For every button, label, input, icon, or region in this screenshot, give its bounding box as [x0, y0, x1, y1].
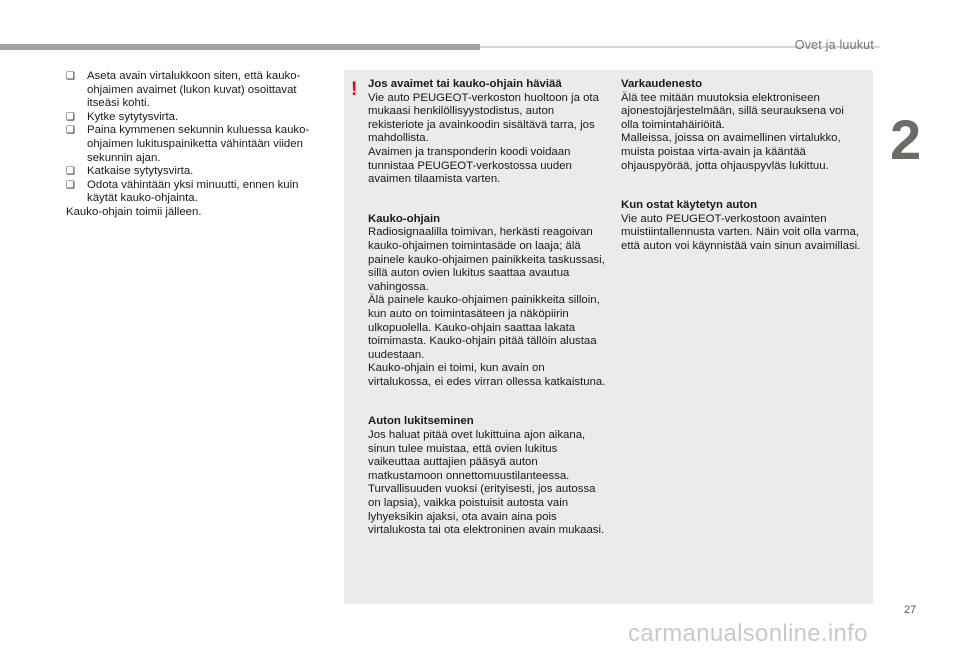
- step-item: [66, 70, 331, 111]
- info-block-body: Jos haluat pitää ovet lukittuina ajon aikana, sinun tulee muistaa, että ovien lukitus vaikeuttaa auttajien pääsyä auton matkustamoon onnettomuustilanteessa. Turvallisuuden vuoksi (erityisesti, jos autossa on lapsia), vaikka poistuisit autosta vain lyhyeksikin ajaksi, ota avain aina pois virtalukosta tai ota elektroninen avain mukaasi.: [368, 429, 605, 537]
- closing-text: Kauko-ohjain toimii jälleen.: [66, 205, 202, 218]
- step-text: Odota vähintään yksi minuutti, ennen kuin käytät kauko-ohjainta.: [87, 178, 299, 205]
- watermark: carmanualsonline.info: [628, 620, 868, 647]
- info-block-title: Kauko-ohjain: [368, 212, 441, 225]
- procedure-steps: [66, 70, 331, 220]
- info-block-title: Varkaudenesto: [621, 78, 703, 90]
- step-text: Katkaise sytytysvirta.: [87, 165, 194, 178]
- header-bar: [0, 44, 480, 50]
- exclamation-icon: !: [351, 79, 358, 100]
- step-text: Kytke sytytysvirta.: [87, 110, 179, 123]
- checkbox-bullet-icon: ❑: [66, 125, 75, 137]
- checkbox-bullet-icon: ❑: [66, 111, 75, 123]
- info-block-title: Auton lukitseminen: [368, 415, 474, 428]
- checkbox-bullet-icon: ❑: [66, 179, 75, 191]
- info-block-body: Vie auto PEUGEOT-verkoston huoltoon ja ota mukaasi henkilöllisyystodistus, auton rekisteriote ja avainkoodin sisältävä tarra, jos mahdollista. Avaimen ja transponderin koodi voidaan tunnistaa PEUGEOT-verkostossa uuden avaimen tilaamista varten.: [368, 91, 599, 186]
- info-block-lost-keys: [368, 78, 610, 187]
- info-column-left: [368, 78, 610, 564]
- info-column-right: [621, 78, 861, 280]
- step-item: [66, 179, 331, 206]
- step-item: [66, 111, 331, 125]
- info-block-body: Älä tee mitään muutoksia elektroniseen ajonestojärjestelmään, sillä seurauksena voi olla toimintahäiriöitä. Malleissa, joissa on avaimellinen virtalukko, muista poistaa virta-avain ja kääntää ohjauspyörää, jotta ohjauspyvläs lukittuu.: [621, 91, 844, 172]
- step-item: [66, 165, 331, 179]
- info-block-used-car: [621, 199, 861, 253]
- section-title: Ovet ja luukut: [794, 38, 874, 52]
- step-text: Paina kymmenen sekunnin kuluessa kauko-ohjaimen lukituspainiketta vähintään viiden sekunnin ajan.: [87, 124, 310, 164]
- step-text: Aseta avain virtalukkoon siten, että kauko-ohjaimen avaimet (lukon kuvat) osoittavat itseäsi kohti.: [87, 70, 301, 110]
- page-number: 27: [904, 604, 917, 616]
- checkbox-bullet-icon: ❑: [66, 166, 75, 178]
- info-block-body: Radiosignaalilla toimivan, herkästi reagoivan kauko-ohjaimen toimintasäde on laaja; älä painele kauko-ohjaimen painikkeita taskussasi, sillä auton ovien lukitus saattaa avautua vahingossa. Älä painele kauko-ohjaimen painikkeita silloin, kun auto on toimintasäteen ja näköpiirin ulkopuolella. Kauko-ohjain saattaa lakata toimimasta. Kauko-ohjain pitää tällöin alustaa uudestaan. Kauko-ohjain ei toimi, kun avain on virtalukossa, ei edes virran ollessa katkaistuna.: [368, 226, 606, 388]
- info-block-title: Kun ostat käytetyn auton: [621, 199, 758, 212]
- info-block-remote: [368, 213, 610, 390]
- info-block-immobiliser: [621, 78, 861, 173]
- info-block-locking: [368, 415, 610, 537]
- step-item: [66, 124, 331, 165]
- info-block-title: Jos avaimet tai kauko-ohjain häviää: [368, 78, 562, 90]
- chapter-number: 2: [890, 108, 922, 171]
- checkbox-bullet-icon: ❑: [66, 71, 75, 82]
- info-block-body: Vie auto PEUGEOT-verkostoon avainten muistiintallennusta varten. Näin voit olla varma, että auton voi käynnistää vain sinun avaimillasi.: [621, 212, 861, 252]
